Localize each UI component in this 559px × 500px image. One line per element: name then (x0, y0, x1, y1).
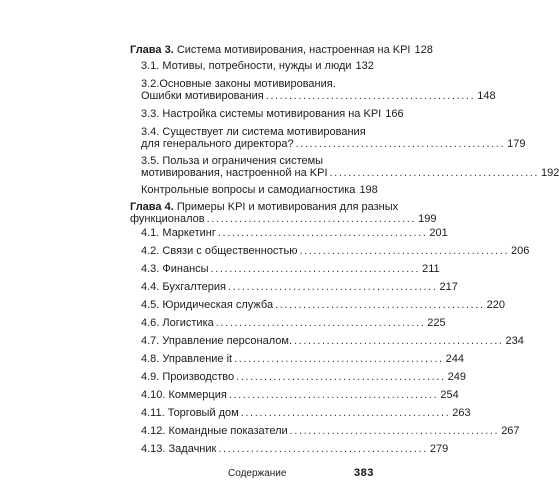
toc-entry (141, 298, 505, 312)
entry-title-line: 3.4. Существует ли система мотивирования (141, 126, 366, 138)
page-number: 279 (429, 443, 449, 455)
dot-leader: ............................................. (227, 281, 438, 293)
dot-leader: ............................................. (289, 425, 500, 437)
dot-leader: ............................................. (329, 167, 540, 179)
page-number: 254 (440, 389, 459, 401)
toc-entry (141, 406, 471, 420)
toc-entry (141, 89, 496, 103)
entry-title-line: 3.2.Основные законы мотивирования. (141, 78, 336, 90)
dot-leader: ............................................. (294, 335, 504, 347)
entry-title: 4.7. Управление персоналом. (141, 335, 293, 347)
dot-leader: ............................................. (299, 245, 509, 257)
toc-entry (141, 388, 459, 402)
page-number: 220 (486, 299, 505, 311)
toc-entry (141, 424, 520, 438)
entry-title: 4.4. Бухгалтерия (141, 281, 226, 293)
entry-title: 4.1. Маркетинг (141, 227, 216, 239)
entry-title: 3.1. Мотивы, потребности, нужды и люди (141, 60, 352, 72)
dot-leader: ............................................. (210, 263, 421, 275)
page-number: 148 (477, 90, 496, 102)
page-number: 166 (385, 108, 404, 120)
dot-leader: ............................................. (228, 389, 439, 401)
entry-title: 4.13. Задачник (141, 443, 217, 455)
page-number: 206 (510, 245, 530, 257)
toc-entry (141, 316, 446, 330)
entry-title: 4.6. Логистика (141, 317, 214, 329)
toc-entry (141, 183, 378, 197)
toc-entry (141, 226, 448, 240)
running-footer-title: Содержание (228, 468, 287, 479)
page-number: 192 (541, 167, 559, 179)
entry-title: 4.3. Финансы (141, 263, 209, 275)
toc-entry (141, 137, 526, 151)
chapter-4-title: Глава 4. Примеры KPI и мотивирования для разных (130, 201, 399, 213)
page-number: 263 (452, 407, 471, 419)
chapter-3-entry (130, 43, 433, 57)
chapter-3-prefix: Глава 3. (130, 44, 174, 56)
page-number: 217 (439, 281, 458, 293)
page-number: 179 (507, 138, 526, 150)
dot-leader: ............................................. (265, 90, 476, 102)
dot-leader: ............................................. (295, 138, 506, 150)
dot-leader: ............................................. (236, 371, 446, 383)
entry-title: 4.11. Торговый дом (141, 407, 239, 419)
page-number: 199 (418, 213, 437, 225)
dot-leader: ............................................. (215, 317, 426, 329)
page-number: 132 (355, 60, 374, 72)
dot-leader: ............................................. (217, 227, 428, 239)
toc-entry (141, 370, 467, 384)
dot-leader: ............................................. (218, 443, 428, 455)
toc-entry (141, 262, 440, 276)
page-number: 234 (505, 335, 524, 347)
toc-entry (141, 442, 449, 456)
chapter-4-entry (130, 212, 437, 226)
entry-title: для генерального директора? (141, 138, 294, 150)
toc-entry (141, 59, 373, 73)
entry-title: Ошибки мотивирования (141, 90, 264, 102)
footer-page-number: 383 (354, 467, 374, 479)
page-number: 225 (427, 317, 446, 329)
entry-title: 4.9. Производство (141, 371, 235, 383)
entry-title: 3.3. Настройка системы мотивирования на KPI (141, 108, 382, 120)
dot-leader: ............................................. (240, 407, 451, 419)
toc-entry (141, 107, 404, 121)
entry-title-line: 3.5. Польза и ограничения системы (141, 155, 324, 167)
dot-leader: ............................................. (206, 213, 417, 225)
entry-title: 4.12. Командные показатели (141, 425, 288, 437)
page-number: 211 (422, 263, 440, 275)
dot-leader: ............................................. (275, 299, 485, 311)
page-number: 249 (447, 371, 467, 383)
toc-entry (141, 244, 530, 258)
entry-title: 4.2. Связи с общественностью (141, 245, 298, 257)
toc-entry (141, 166, 559, 180)
page-number: 128 (414, 44, 433, 56)
chapter-4-title-line2: функционалов (130, 213, 205, 225)
entry-title: 4.5. Юридическая служба (141, 299, 274, 311)
dot-leader: ............................................. (234, 353, 444, 365)
toc-entry (141, 334, 524, 348)
toc-entry (141, 352, 465, 366)
entry-title: мотивирования, настроенной на KPI (141, 167, 328, 179)
entry-title: Контрольные вопросы и самодиагностика (141, 184, 356, 196)
page-number: 198 (359, 184, 378, 196)
page-number: 244 (445, 353, 465, 365)
page-number: 267 (501, 425, 520, 437)
entry-title: 4.8. Управление it (141, 353, 233, 365)
page-number: 201 (429, 227, 448, 239)
entry-title: 4.10. Коммерция (141, 389, 227, 401)
toc-entry (141, 280, 458, 294)
chapter-3-title: Глава 3. Система мотивирования, настроенная на KPI (130, 44, 411, 56)
chapter-4-prefix: Глава 4. (130, 201, 174, 213)
